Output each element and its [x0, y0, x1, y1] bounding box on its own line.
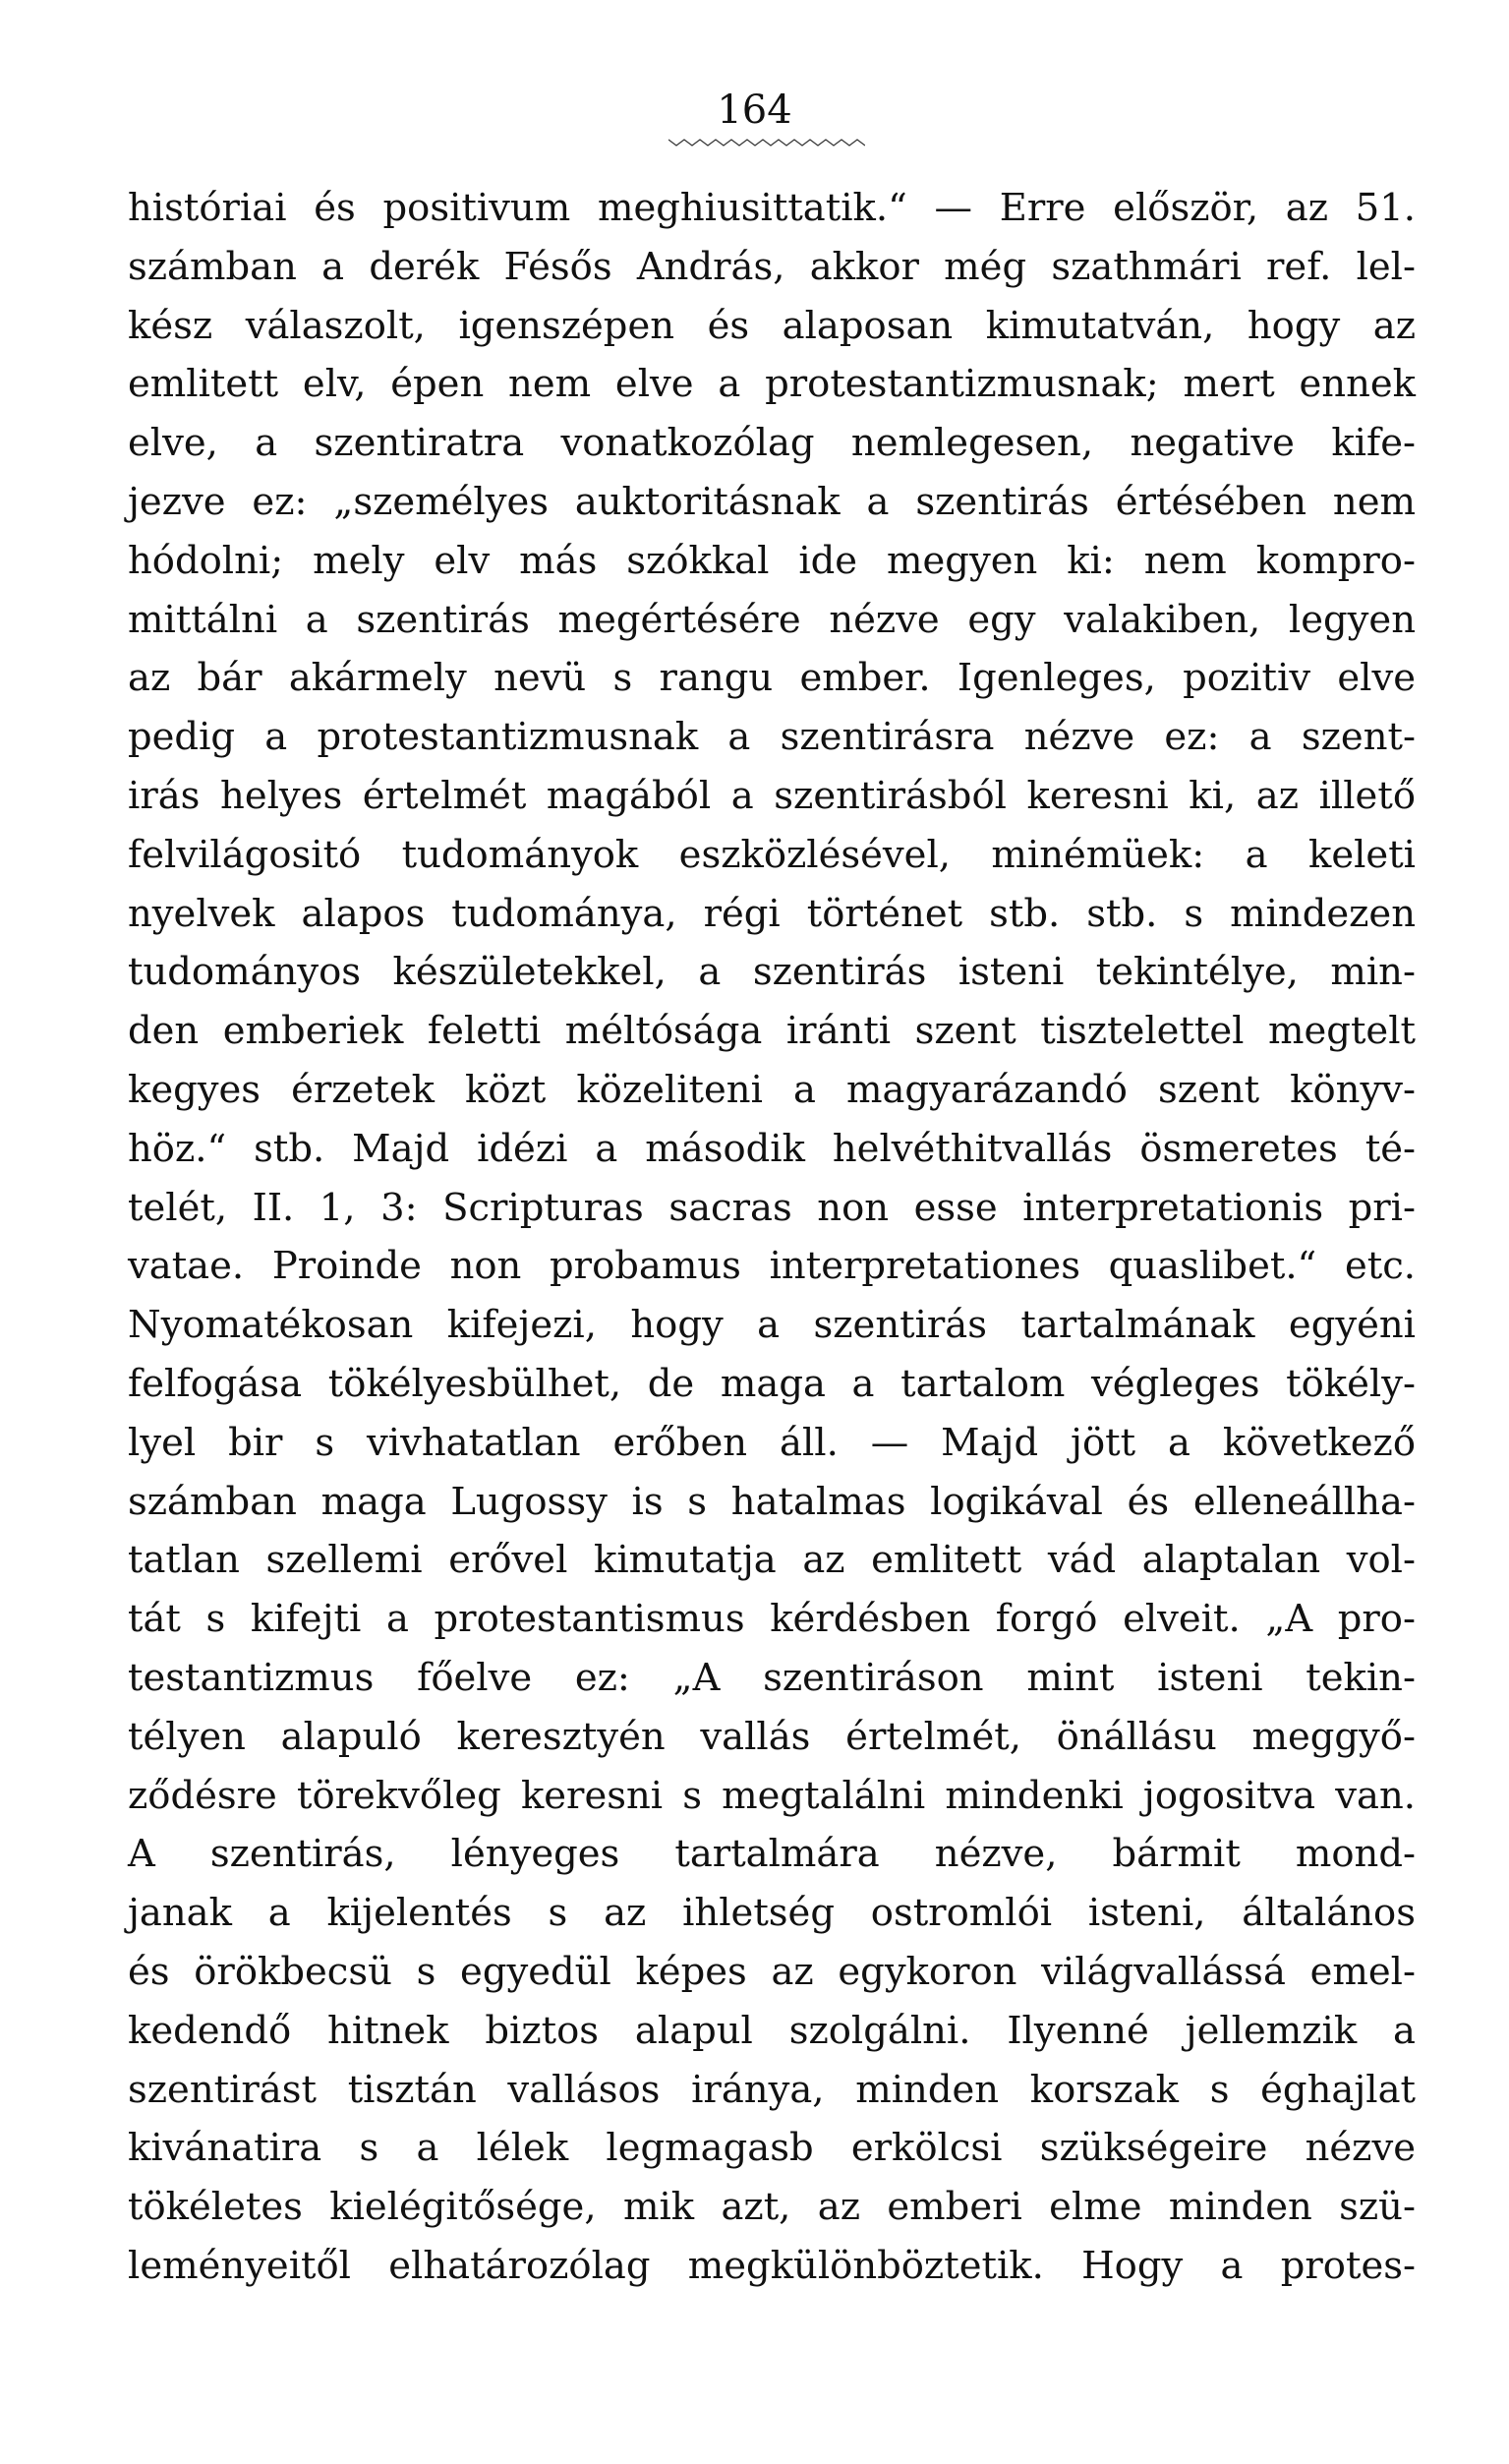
text-line: lyel bir s vivhatatlan erőben áll. — Majd jött a következő — [128, 1420, 1416, 1465]
text-line: elve, a szentiratra vonatkozólag nemlegesen, negative kife- — [128, 421, 1416, 466]
text-line: den emberiek feletti méltósága iránti szent tisztelettel megtelt — [128, 1009, 1416, 1054]
text-line: mittálni a szentirás megértésére nézve egy valakiben, legyen — [128, 597, 1416, 642]
page-number-ornament — [668, 138, 865, 147]
text-line: leményeitől elhatározólag megkülönböztetik. Hogy a protes- — [128, 2243, 1416, 2288]
text-line: tudományos készületekkel, a szentirás isteni tekintélye, min- — [128, 950, 1416, 995]
text-line: számban a derék Fésős András, akkor még szathmári ref. lel- — [128, 244, 1416, 289]
text-line: históriai és positivum meghiusittatik.“ — Erre először, az 51. — [128, 186, 1416, 230]
text-line: tát s kifejti a protestantismus kérdésben forgó elveit. „A pro- — [128, 1597, 1416, 1642]
text-line: télyen alapuló keresztyén vallás értelmét, önállásu meggyő- — [128, 1714, 1416, 1759]
text-line: kedendő hitnek biztos alapul szolgálni. Ilyenné jellemzik a — [128, 2008, 1416, 2053]
text-line: janak a kijelentés s az ihletség ostromlói isteni, általános — [128, 1891, 1416, 1936]
text-line: hódolni; mely elv más szókkal ide megyen ki: nem kompro- — [128, 538, 1416, 583]
text-line: jezve ez: „személyes auktoritásnak a szentirás értésében nem — [128, 479, 1416, 524]
text-line: tatlan szellemi erővel kimutatja az emlitett vád alaptalan vol- — [128, 1538, 1416, 1583]
text-line: és örökbecsü s egyedül képes az egykoron világvallássá emel- — [128, 1949, 1416, 1994]
text-line: tökéletes kielégitősége, mik azt, az emberi elme minden szü- — [128, 2185, 1416, 2230]
text-line: felfogása tökélyesbülhet, de maga a tartalom végleges tökély- — [128, 1361, 1416, 1406]
text-line: az bár akármely nevü s rangu ember. Igenleges, pozitiv elve — [128, 656, 1416, 701]
text-line: számban maga Lugossy is s hatalmas logikával és elleneállha- — [128, 1479, 1416, 1524]
text-line: szentirást tisztán vallásos iránya, minden korszak s éghajlat — [128, 2067, 1416, 2112]
text-line: höz.“ stb. Majd idézi a második helvéthitvallás ösmeretes té- — [128, 1126, 1416, 1171]
body-text — [128, 179, 1416, 2296]
text-line: felvilágositó tudományok eszközlésével, minémüek: a keleti — [128, 832, 1416, 877]
text-line: A szentirás, lényeges tartalmára nézve, bármit mond- — [128, 1832, 1416, 1877]
text-line: nyelvek alapos tudománya, régi történet stb. stb. s mindezen — [128, 891, 1416, 936]
text-line: telét, II. 1, 3: Scripturas sacras non esse interpretationis pri- — [128, 1185, 1416, 1230]
text-line: ződésre törekvőleg keresni s megtalálni mindenki jogositva van. — [128, 1773, 1416, 1818]
text-line: emlitett elv, épen nem elve a protestantizmusnak; mert ennek — [128, 362, 1416, 407]
text-line: kivánatira s a lélek legmagasb erkölcsi szükségeire nézve — [128, 2126, 1416, 2171]
text-line: pedig a protestantizmusnak a szentirásra nézve ez: a szent- — [128, 715, 1416, 760]
text-line: vatae. Proinde non probamus interpretationes quaslibet.“ etc. — [128, 1244, 1416, 1289]
text-line: Nyomatékosan kifejezi, hogy a szentirás tartalmának egyéni — [128, 1303, 1416, 1348]
text-line: irás helyes értelmét magából a szentirásból keresni ki, az illető — [128, 773, 1416, 818]
text-line: kegyes érzetek közt közeliteni a magyarázandó szent könyv- — [128, 1067, 1416, 1112]
text-line: testantizmus főelve ez: „A szentiráson mint isteni tekin- — [128, 1655, 1416, 1700]
text-line: kész válaszolt, igenszépen és alaposan kimutatván, hogy az — [128, 303, 1416, 348]
page-number: 164 — [717, 88, 792, 133]
